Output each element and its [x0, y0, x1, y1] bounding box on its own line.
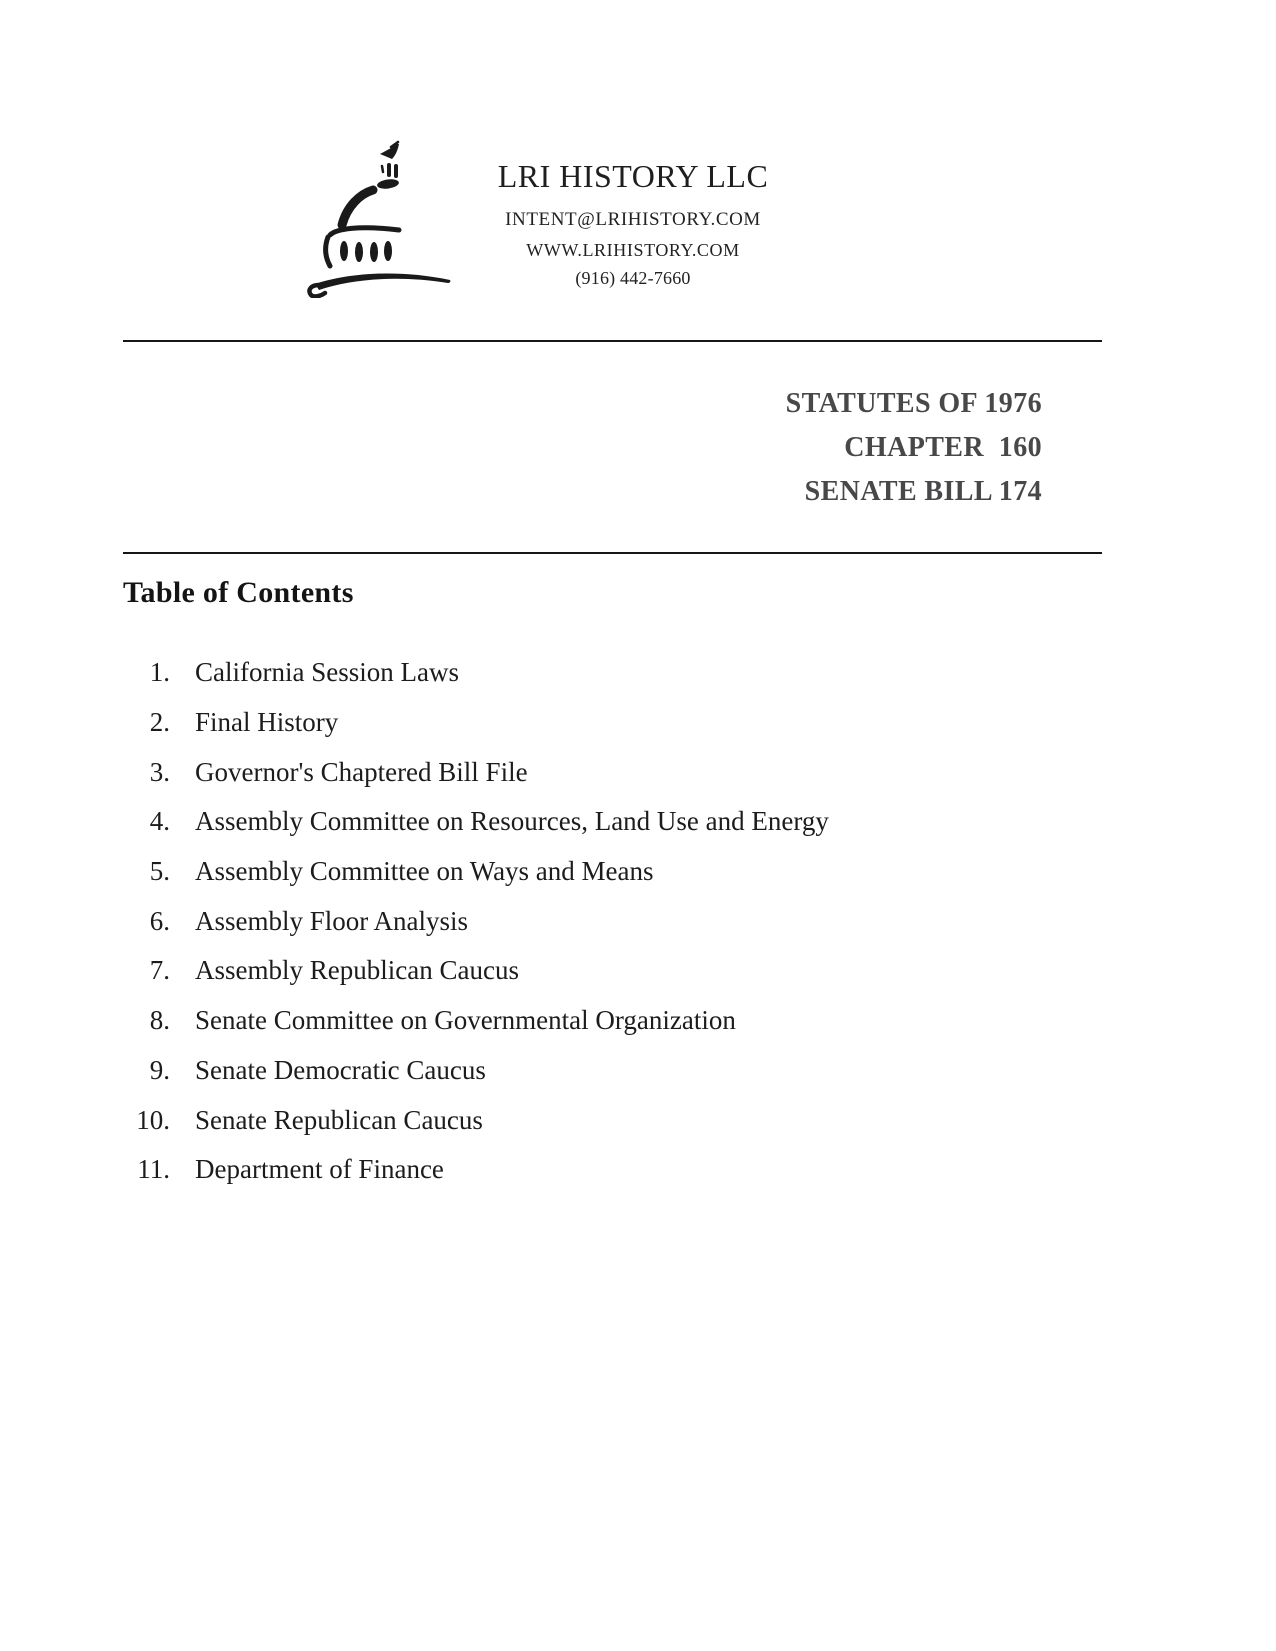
chapter-line: CHAPTER 160	[844, 432, 1042, 463]
toc-item-label: Senate Committee on Governmental Organization	[195, 1005, 736, 1036]
toc-item	[0, 648, 1276, 698]
toc-item	[0, 1145, 1276, 1195]
company-name: LRI HISTORY LLC	[497, 158, 769, 194]
toc-item-number: 1.	[149, 657, 170, 688]
horizontal-rule-top	[123, 340, 1102, 342]
toc-item-label: California Session Laws	[195, 657, 459, 688]
toc-item-label: Department of Finance	[195, 1154, 444, 1185]
toc-item	[0, 896, 1276, 946]
toc-item-number: 6.	[149, 905, 170, 936]
company-phone: (916) 442-7660	[575, 268, 691, 288]
statutes-line: STATUTES OF 1976	[785, 388, 1042, 419]
toc-item-number: 10.	[136, 1104, 170, 1135]
toc-item	[0, 747, 1276, 797]
senate-bill-line: SENATE BILL 174	[804, 476, 1042, 507]
toc-item-label: Senate Democratic Caucus	[195, 1054, 486, 1085]
company-website: WWW.LRIHISTORY.COM	[526, 240, 740, 260]
toc-item-number: 4.	[149, 806, 170, 837]
toc-item-number: 9.	[149, 1054, 170, 1085]
toc-item-number: 11.	[137, 1154, 170, 1185]
toc-item	[0, 797, 1276, 847]
toc-item-number: 2.	[149, 707, 170, 738]
toc-item	[0, 698, 1276, 748]
toc-item-label: Assembly Committee on Resources, Land Use and Energy	[195, 806, 829, 837]
bill-reference	[786, 382, 1042, 514]
toc-item-label: Assembly Committee on Ways and Means	[195, 856, 654, 887]
letterhead	[461, 158, 805, 290]
toc-item	[0, 946, 1276, 996]
toc-item-number: 5.	[149, 856, 170, 887]
toc-item	[0, 1095, 1276, 1145]
toc-item-number: 7.	[149, 955, 170, 986]
capitol-dome-logo-icon	[303, 138, 453, 298]
toc-item-label: Senate Republican Caucus	[195, 1104, 483, 1135]
toc-item	[0, 847, 1276, 897]
toc-list	[0, 648, 1276, 1195]
horizontal-rule-bottom	[123, 552, 1102, 554]
toc-item-number: 3.	[149, 756, 170, 787]
company-email: INTENT@LRIHISTORY.COM	[505, 209, 761, 230]
toc-title: Table of Contents	[123, 576, 354, 609]
toc-item-label: Assembly Republican Caucus	[195, 955, 519, 986]
toc-item	[0, 1046, 1276, 1096]
toc-item-label: Assembly Floor Analysis	[195, 905, 469, 936]
toc-item-label: Final History	[195, 707, 339, 738]
toc-item-label: Governor's Chaptered Bill File	[195, 756, 528, 787]
toc-item	[0, 996, 1276, 1046]
toc-item-number: 8.	[149, 1005, 170, 1036]
